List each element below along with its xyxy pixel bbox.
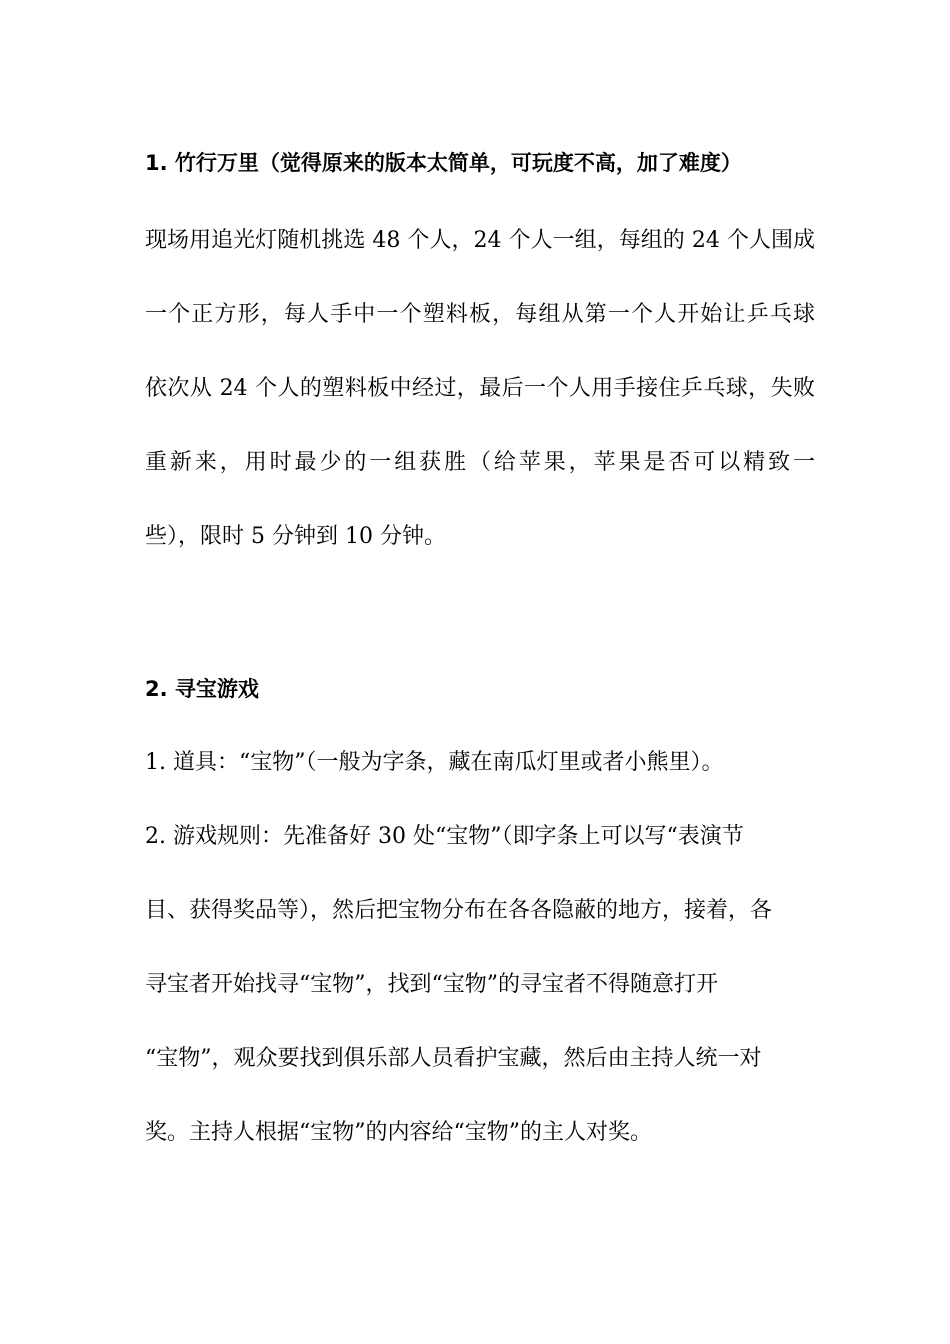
section-1-line-1: 现场用追光灯随机挑选 48 个人，24 个人一组，每组的 24 个人围成 bbox=[145, 228, 815, 253]
section-2-line-6: 奖。主持人根据“宝物”的内容给“宝物”的主人对奖。 bbox=[145, 1120, 652, 1145]
section-2-line-5: “宝物”，观众要找到俱乐部人员看护宝藏，然后由主持人统一对 bbox=[145, 1046, 762, 1071]
section-2-heading: 2. 寻宝游戏 bbox=[145, 677, 259, 701]
section-1-line-5: 些），限时 5 分钟到 10 分钟。 bbox=[145, 524, 446, 549]
section-1-line-4: 重新来，用时最少的一组获胜（给苹果，苹果是否可以精致一 bbox=[145, 450, 815, 475]
section-1-line-3: 依次从 24 个人的塑料板中经过，最后一个人用手接住乒乓球，失败 bbox=[145, 376, 815, 401]
section-2-line-4: 寻宝者开始找寻“宝物”，找到“宝物”的寻宝者不得随意打开 bbox=[145, 972, 718, 997]
section-2-line-2: 2. 游戏规则：先准备好 30 处“宝物”（即字条上可以写“表演节 bbox=[145, 824, 744, 849]
section-1-line-2: 一个正方形，每人手中一个塑料板，每组从第一个人开始让乒乓球 bbox=[145, 302, 815, 327]
section-2-line-1: 1. 道具：“宝物”（一般为字条，藏在南瓜灯里或者小熊里）。 bbox=[145, 750, 724, 775]
section-1-heading: 1. 竹行万里（觉得原来的版本太简单，可玩度不高，加了难度） bbox=[145, 151, 742, 175]
section-2-line-3: 目、获得奖品等），然后把宝物分布在各各隐蔽的地方，接着，各 bbox=[145, 898, 773, 923]
